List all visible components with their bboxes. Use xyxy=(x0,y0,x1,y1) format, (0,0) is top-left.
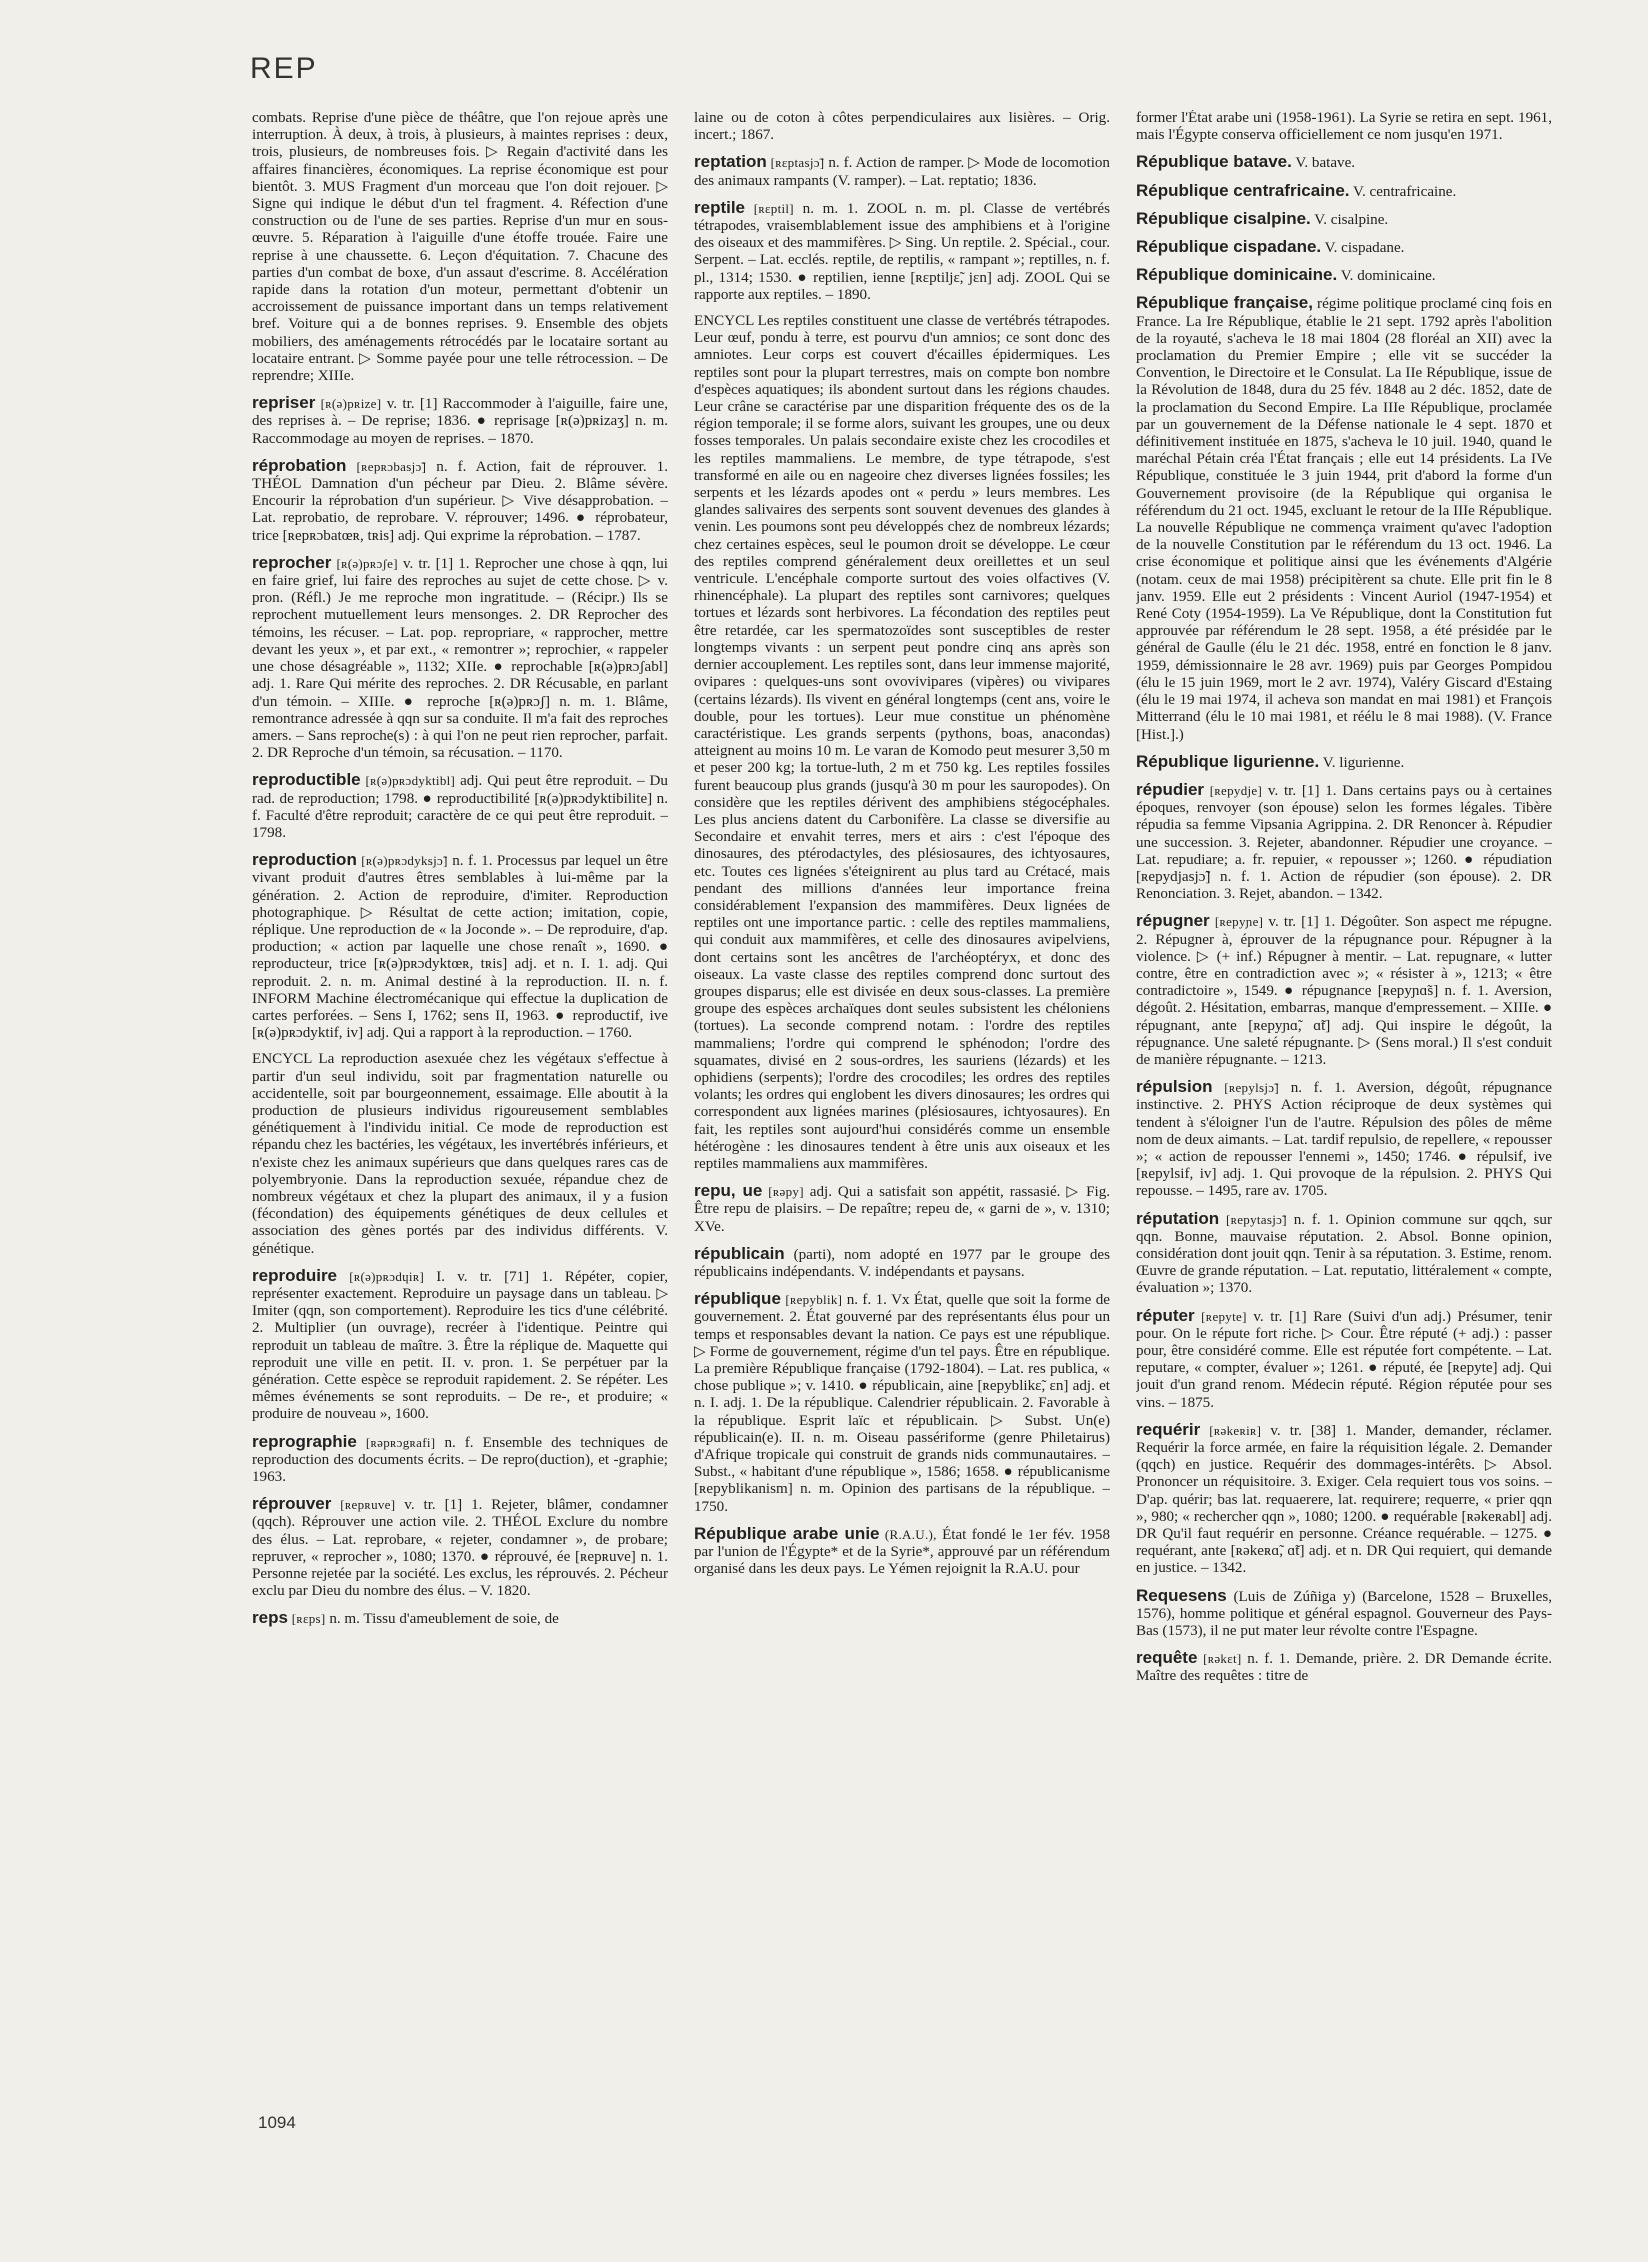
entry-definition: n. m. Tissu d'ameublement de soie, de xyxy=(329,1611,559,1628)
entry-headword: République cisalpine. xyxy=(1136,208,1311,228)
dictionary-entry xyxy=(1136,182,1552,201)
entry-headword: répulsion xyxy=(1136,1077,1213,1097)
entry-headword: Requesens xyxy=(1136,1585,1227,1605)
dictionary-entry xyxy=(1136,153,1552,172)
entry-pronunciation: [ʀəkeʀiʀ] xyxy=(1209,1422,1262,1438)
entry-headword: reptile xyxy=(694,197,746,217)
entry-pronunciation: [ʀepylsjɔ̃] xyxy=(1224,1080,1280,1096)
entry-pronunciation: [ʀ(ə)pʀɔʃe] xyxy=(336,555,398,571)
entry-continuation: laine ou de coton à côtes perpendiculaires aux lisières. – Orig. incert.; 1867. xyxy=(694,110,1110,144)
dictionary-entry xyxy=(1136,1307,1552,1412)
dictionary-entry xyxy=(694,313,1110,1173)
entry-definition: V. centrafricaine. xyxy=(1353,183,1457,200)
entry-definition: v. tr. [38] 1. Mander, demander, réclamer. Requérir la force armée, en faire la réquisition légale. 2. Demander (qqch) en justice. Requérir des dommages-intérêts. ▷ Absol. Prononcer un réquisitoire. 3. Exiger. Cela requiert tous vos soins. – D'ap. quérir; bas lat. requaerere, lat. requirere; requerre, « prier qqn », 980; « rechercher qqn », 1080; 1200. ● requérable [ʀəkeʀabl] adj. DR Qu'il faut requérir en personne. Créance requérable. – 1275. ● requérant, ante [ʀəkeʀɑ̃, ɑ̃t] adj. et n. DR Qui requiert, qui demande en justice. – 1342. xyxy=(1136,1422,1552,1577)
entry-headword: repriser xyxy=(252,393,316,413)
entry-headword: République française, xyxy=(1136,293,1313,313)
entry-definition: adj. Qui a satisfait son appétit, rassasié. ▷ Fig. Être repu de plaisirs. – De repaître; repeu de, « garni de », v. 1310; XVe. xyxy=(694,1184,1110,1235)
entry-definition: n. f. 1. Vx État, quelle que soit la forme de gouvernement. 2. État gouverné par des représentants élus pour un temps et responsables devant la nation. Ce pays est une république. ▷ Forme de gouvernement, régime d'un tel pays. Être en république. La première République française (1792-1804). – Lat. res publica, « chose publique »; v. 1410. ● républicain, aine [ʀepyblikɛ̃, ɛn] adj. et n. I. adj. 1. De la république. Calendrier républicain. 2. Favorable à la république. Esprit laïc et républicain. ▷ Subst. Un(e) républicain(e). II. n. m. Oiseau passériforme (genre Philetairus) d'Afrique tropicale qui construit de grands nids communautaires. – Subst., « habitant d'une république », 1586; 1658. ● républicanisme [ʀepyblikanism] n. m. Opinion des partisans de la république. – 1750. xyxy=(694,1292,1110,1515)
dictionary-entry xyxy=(1136,1210,1552,1298)
entry-definition: ENCYCL La reproduction asexuée chez les végétaux s'effectue à partir d'un seul individu, soit par fragmentation naturelle ou accidentelle, soit par bourgeonnement, essaimage. Elle aboutit à la production de plusieurs individus rigoureusement semblables génétiquement à l'individu initial. Ce mode de reproduction est répandu chez les bactéries, les végétaux, les invertébrés inférieurs, et n'existe chez les animaux supérieurs que dans quelques rares cas de polyembryonie. Dans la reproduction sexuée, répandue chez de nombreux végétaux et chez la plupart des animaux, il y a fusion (fécondation) des équipements génétiques de deux cellules et association des gènes portés par des individus différents. V. génétique. xyxy=(252,1051,668,1257)
entry-pronunciation: [ʀepyblik] xyxy=(785,1292,843,1308)
dictionary-entry xyxy=(1136,753,1552,772)
entry-headword: réputation xyxy=(1136,1208,1220,1228)
entry-headword: requérir xyxy=(1136,1419,1201,1439)
dictionary-columns xyxy=(252,110,1552,2100)
entry-headword: République ligurienne. xyxy=(1136,751,1320,771)
dictionary-entry xyxy=(1136,912,1552,1069)
entry-definition: n. f. 1. Aversion, dégoût, répugnance instinctive. 2. PHYS Action réciproque de deux systèmes qui tendent à s'éloigner l'un de l'autre. Répulsion des pôles de même nom de deux aimants. – Lat. tardif repulsio, de repellere, « repousser »; « action de repousser l'ennemi », 1450; 1746. ● répulsif, ive [ʀepylsif, iv] adj. 1. Qui provoque de la répulsion. 2. PHYS Qui repousse. – 1495, rare av. 1705. xyxy=(1136,1080,1552,1200)
dictionary-entry xyxy=(252,457,668,545)
column-middle xyxy=(694,110,1110,2100)
dictionary-entry xyxy=(1136,266,1552,285)
entry-definition: (Luis de Zúñiga y) (Barcelone, 1528 – Bruxelles, 1576), homme politique et général espagnol. Gouverneur des Pays-Bas (1573), il ne put mater leur révolte contre l'Espagne. xyxy=(1136,1588,1552,1640)
dictionary-entry xyxy=(252,1051,668,1257)
entry-definition: V. ligurienne. xyxy=(1322,754,1405,771)
entry-definition: v. tr. [1] Rare (Suivi d'un adj.) Présumer, tenir pour. On le répute fort riche. ▷ Cour. Être réputé (+ adj.) : passer pour, être considéré comme. Elle est réputée fort compétente. – Lat. reputare, « compter, évaluer »; 1261. ● réputé, ée [ʀepyte] adj. Qui jouit d'un grand renom. Médecin réputé. Région réputée pour ses vins. – 1875. xyxy=(1136,1308,1552,1411)
entry-continuation: former l'État arabe uni (1958-1961). La Syrie se retira en sept. 1961, mais l'Égypte conserva officiellement ce nom jusqu'en 1971. xyxy=(1136,110,1552,144)
entry-definition: État fondé le 1er fév. 1958 par l'union de l'Égypte* et de la Syrie*, approuvé par un référendum organisé dans les deux pays. Le Yémen rejoignit la R.A.U. pour xyxy=(694,1526,1110,1578)
dictionary-entry xyxy=(1136,1078,1552,1200)
entry-definition: v. tr. [1] 1. Reprocher une chose à qqn, lui en faire grief, lui faire des reproches au sujet de cette chose. ▷ v. pron. (Réfl.) Je me reproche mon ingratitude. – (Récipr.) Ils se reprochent mutuellement leurs mensonges. 2. DR Reprocher des témoins, les récuser. – Lat. pop. repropriare, « rapprocher, mettre devant les yeux », et par ext., « remontrer »; reprochier, « rappeler une chose désagréable », 1132; XIIe. ● reprochable [ʀ(ə)pʀɔʃabl] adj. 1. Rare Qui mérite des reproches. 2. DR Récusable, en parlant d'un témoin. – XIIIe. ● reproche [ʀ(ə)pʀɔʃ] n. m. 1. Blâme, remontrance adressée à qqn sur sa conduite. Il m'a fait des reproches amers. – Sans reproche(s) : à qui l'on ne peut rien reprocher, parfait. 2. DR Reproche d'un témoin, sa récusation. – 1170. xyxy=(252,555,668,762)
entry-headword: requête xyxy=(1136,1648,1198,1668)
entry-pronunciation: [ʀepyɲe] xyxy=(1214,914,1264,930)
entry-definition: V. batave. xyxy=(1295,155,1356,172)
entry-pronunciation: (R.A.U.), xyxy=(884,1526,937,1542)
entry-headword: reproduction xyxy=(252,850,357,870)
entry-headword: réprouver xyxy=(252,1494,332,1514)
entry-continuation: combats. Reprise d'une pièce de théâtre, que l'on rejoue après une interruption. À deux, à trois, à plusieurs, à maintes reprises : deux, trois, plusieurs, de nombreuses fois. ▷ Regain d'activité dans les affaires financières, économiques. La reprise économique est pour bientôt. 3. MUS Fragment d'un morceau que l'on doit rejouer. ▷ Signe qui indique le début d'un tel fragment. 4. Réfection d'une construction ou de l'une de ses parties. Reprise d'un mur en sous-œuvre. 5. Réparation à l'aiguille d'une étoffe trouée. Faire une reprise à une chaussette. 6. Leçon d'équitation. 7. Chacune des parties d'un combat de boxe, d'un assaut d'escrime. 8. Accélération rapide dans la rotation d'un moteur, permettant d'obtenir un accroissement de puissance important dans un temps relativement bref. Voiture qui a de bonnes reprises. 9. Ensemble des objets mobiliers, des aménagements rétrocédés par le locataire sortant au locataire entrant. ▷ Somme payée pour une telle rétrocession. – De reprendre; XIIIe. xyxy=(252,110,668,385)
entry-pronunciation: [ʀəpʀɔgʀafi] xyxy=(365,1434,436,1450)
entry-pronunciation: [ʀ(ə)pʀɔdɥiʀ] xyxy=(349,1268,425,1284)
entry-pronunciation: [ʀepʀɔbasjɔ̃] xyxy=(356,458,427,474)
running-head: REP xyxy=(250,52,318,85)
entry-pronunciation: [ʀepydje] xyxy=(1209,782,1263,798)
dictionary-entry xyxy=(694,1245,1110,1281)
entry-headword: République batave. xyxy=(1136,152,1292,172)
dictionary-entry xyxy=(694,1525,1110,1579)
entry-definition: v. tr. [1] 1. Rejeter, blâmer, condamner (qqch). Réprouver une action vile. 2. THÉOL Exclure du nombre des élus. – Lat. reprobare, « rejeter, condamner », de probare; repruver, « reprocher », 1080; 1370. ● réprouvé, ée [ʀepʀuve] n. 1. Personne rejetée par la société. Les exclus, les réprouvés. 2. Pécheur exclu par Dieu du nombre des élus. – V. 1820. xyxy=(252,1497,668,1600)
entry-definition: V. cisalpine. xyxy=(1314,211,1389,228)
dictionary-entry xyxy=(694,1182,1110,1236)
entry-pronunciation: [ʀepyte] xyxy=(1201,1308,1247,1324)
dictionary-entry xyxy=(1136,1587,1552,1641)
entry-headword: République centrafricaine. xyxy=(1136,180,1350,200)
dictionary-entry xyxy=(252,1609,668,1628)
entry-definition: n. f. Ensemble des techniques de reproduction des documents écrits. – De repro(duction), et -graphie; 1963. xyxy=(252,1434,668,1486)
entry-headword: reprocher xyxy=(252,552,332,572)
entry-headword: reptation xyxy=(694,152,767,172)
entry-pronunciation: [ʀɛptasjɔ̃] xyxy=(770,155,825,171)
entry-definition: v. tr. [1] 1. Dégoûter. Son aspect me répugne. 2. Répugner à, éprouver de la répugnance pour. Répugner à la violence. ▷ (+ inf.) Répugner à mentir. – Lat. repugnare, « lutter contre, être en contradiction avec »; « résister à », 1213; « être contradictoire », 1549. ● répugnance [ʀepyɲɑ̃s] n. f. 1. Aversion, dégoût. 2. Hésitation, embarras, manque d'empressement. – XIIIe. ● répugnant, ante [ʀepyɲɑ̃, ɑ̃t] adj. Qui inspire le dégoût, la répugnance. Une saleté répugnante. ▷ (Sens moral.) Il s'est conduit de manière répugnante. – 1213. xyxy=(1136,914,1552,1068)
entry-headword: reprographie xyxy=(252,1431,357,1451)
dictionary-entry xyxy=(1136,238,1552,257)
dictionary-entry xyxy=(252,554,668,762)
entry-definition: adj. Qui peut être reproduit. – Du rad. de reproduction; 1798. ● reproductibilité [ʀ(ə)pʀɔdyktibilite] n. f. Faculté d'être reproduit; caractère de ce qui peut être reproduit. – 1798. xyxy=(252,773,668,841)
entry-headword: réputer xyxy=(1136,1305,1195,1325)
dictionary-entry xyxy=(1136,1649,1552,1685)
dictionary-entry xyxy=(694,1290,1110,1516)
entry-definition: V. dominicaine. xyxy=(1340,268,1436,285)
column-right xyxy=(1136,110,1552,2100)
dictionary-entry xyxy=(694,153,1110,189)
entry-pronunciation: [ʀ(ə)pʀɔdyktibl] xyxy=(365,773,456,789)
entry-headword: reproduire xyxy=(252,1265,338,1285)
entry-pronunciation: [ʀ(ə)pʀize] xyxy=(320,396,382,412)
column-left xyxy=(252,110,668,2100)
entry-pronunciation: [ʀɛps] xyxy=(291,1611,326,1627)
entry-definition: v. tr. [1] 1. Dans certains pays ou à certaines époques, renvoyer (son épouse) selon les formes légales. Tibère répudia sa femme Vipsania Agrippina. 2. DR Renoncer à. Répudier une succession. 3. Rejeter, abandonner. Répudier une croyance. – Lat. repudiare; a. fr. repuier, « repousser »; 1260. ● répudiation [ʀepydjasjɔ̃] n. f. 1. Action de répudier (son épouse). 2. DR Renonciation. 3. Rejet, abandon. – 1342. xyxy=(1136,782,1552,903)
entry-headword: réprobation xyxy=(252,455,347,475)
entry-pronunciation: [ʀəkɛt] xyxy=(1203,1651,1242,1667)
entry-pronunciation: [ʀɛptil] xyxy=(753,200,794,216)
dictionary-entry xyxy=(1136,210,1552,229)
dictionary-entry xyxy=(252,394,668,448)
entry-headword: repu, ue xyxy=(694,1181,763,1201)
entry-headword: République cispadane. xyxy=(1136,237,1322,257)
dictionary-entry xyxy=(1136,781,1552,903)
entry-headword: République arabe unie xyxy=(694,1523,880,1543)
dictionary-entry xyxy=(694,199,1110,304)
entry-headword: reproductible xyxy=(252,770,361,790)
entry-definition: n. f. Action, fait de réprouver. 1. THÉOL Damnation d'un pécheur par Dieu. 2. Blâme sévère. Encourir la réprobation d'un supérieur. ▷ Vive désapprobation. – Lat. reprobatio, de reprobare. V. réprouver; 1496. ● réprobateur, trice [ʀepʀɔbatœʀ, tʀis] adj. Qui exprime la réprobation. – 1787. xyxy=(252,458,668,544)
entry-definition: n. f. 1. Processus par lequel un être vivant produit d'autres êtres semblables à lui-même par la génération. 2. Action de reproduire, d'imiter. Reproduction photographique. ▷ Résultat de cette action; imitation, copie, réplique. Une reproduction de « la Joconde ». – De reproduire, d'ap. production; « action par laquelle une chose renaît », 1690. ● reproducteur, trice [ʀ(ə)pʀɔdyktœʀ, tʀis] adj. et n. I. 1. adj. Qui reproduit. 2. n. m. Animal destiné à la reproduction. II. n. f. INFORM Machine électromécanique qui effectue la duplication de cartes perforées. – Sens I, 1762; sens II, 1963. ● reproductif, ive [ʀ(ə)pʀɔdyktif, iv] adj. Qui a rapport à la reproduction. – 1760. xyxy=(252,853,668,1042)
entry-definition: I. v. tr. [71] 1. Répéter, copier, représenter exactement. Reproduire un paysage dans un tableau. ▷ Imiter (qqn, son comportement). Reproduire les tics d'une célébrité. 2. Multiplier (un ouvrage), recréer à l'identique. Peintre qui reproduit un tableau de maître. 3. Être la réplique de. Maquette qui reproduit une ville en petit. II. v. pron. 1. Se perpétuer par la génération. Cette espèce se reproduit rapidement. 2. Se répéter. Les mêmes événements se sont reproduits. – De re-, et produire; « produire de nouveau », 1600. xyxy=(252,1268,668,1423)
dictionary-entry xyxy=(1136,1421,1552,1578)
entry-definition: (parti), nom adopté en 1977 par le groupe des républicains indépendants. V. indépendants et paysans. xyxy=(694,1246,1110,1280)
entry-definition: ENCYCL Les reptiles constituent une classe de vertébrés tétrapodes. Leur œuf, pondu à terre, est pourvu d'un amnios; ce sont donc des amniotes. Leur corps est couvert d'écailles épidermiques. Les reptiles sont pour la plupart terrestres, mais on compte bon nombre d'espèces aquatiques; ils abondent surtout dans les régions chaudes. Leur crâne se caractérise par une disparition fréquente des os de la région temporale; il se forme alors, suivant les groupes, une ou deux fosses temporales. Un palais secondaire existe chez les crocodiles et les reptiles mammaliens. Le membre, de type tétrapode, s'est transformé en aile ou en nageoire chez diverses lignées fossiles; les serpents et les lézards apodes ont « perdu » leurs membres. Les glandes salivaires des serpents sont souvent devenues des glandes à venin. Les poumons sont peu développés chez de nombreux lézards; chez certaines espèces, seul le poumon droit se développe. Le cœur des reptiles comprend généralement deux oreillettes et un seul ventricule. L'encéphale comporte surtout des voies olfactives (V. rhinencéphale). La plupart des reptiles sont carnivores; quelques tortues et lézards sont herbivores. La fécondation des reptiles peut être retardée, car les spermatozoïdes sont susceptibles de rester longtemps vivants : un serpent peut pondre cinq ans après son dernier accouplement. Les reptiles sont, dans leur immense majorité, ovipares : quelques-uns sont ovovivipares (vipères) ou vivipares (certains lézards). Ils vivent en général longtemps (cent ans, voire le double, pour les tortues). Leur mue constitue un phénomène caractéristique. Les grands serpents (pythons, boas, anacondas) atteignent au moins 10 m. Le varan de Komodo peut mesurer 3,50 m et peser 200 kg; la tortue-luth, 2 m et 750 kg. Les reptiles fossiles furent beaucoup plus grands (jusqu'à 30 m pour les sauropodes). On considère que les reptiles dérivent des amphibiens stégocéphales. Les plus anciens datent du Carbonifère. La classe se diversifie au Secondaire et envahit terres, mers et airs : c'est l'époque des dinosaures, des ptérodactyles, des plésiosaures, des ichtyosaures, etc. Toutes ces lignées s'éteignirent au plus tard au Crétacé, mais pendant des millions d'années leur importance freina considérablement l'expansion des mammifères. Deux lignées de reptiles ont une importance partic. : celle des reptiles mammaliens, qui conduit aux mammifères, et celle des dinosaures avipelviens, dont certains sont les ancêtres de l'archéoptéryx, et donc des oiseaux. La vaste classe des reptiles comprend donc surtout des groupes disparus; elle est divisée en deux sous-classes. La première groupe des espèces archaïques dont seules subsistent les chéloniens (tortues). La seconde comprend notam. : l'ordre des reptiles mammaliens; l'ordre qui comprend le sphénodon; l'ordre des squamates, divisé en 2 sous-ordres, les sauriens (lézards) et les ophidiens (serpents); l'ordre des crocodiles; les ordres des reptiles volants; les ordres qui englobent les divers dinosaures; les ordres qui correspondent aux lignées marines (plésiosaures, ichtyosaures). En fait, les reptiles sont aujourd'hui considérés comme un ensemble hétérogène : les dinosaures tendent à être unis aux oiseaux et les reptiles mammaliens aux mammifères. xyxy=(694,313,1110,1172)
entry-headword: reps xyxy=(252,1608,288,1628)
page-number: 1094 xyxy=(258,2113,296,2132)
entry-headword: république xyxy=(694,1289,781,1309)
dictionary-entry xyxy=(252,1433,668,1487)
dictionary-entry xyxy=(252,1267,668,1424)
entry-definition: n. m. 1. ZOOL n. m. pl. Classe de vertébrés tétrapodes, vraisemblablement issue des amphibiens et à l'origine des oiseaux et des mammifères. ▷ Sing. Un reptile. 2. Spécial., cour. Serpent. – Lat. ecclés. reptile, de reptilis, « rampant »; reptilles, n. f. pl., 1314; 1530. ● reptilien, ienne [ʀɛptiljɛ̃, jɛn] adj. ZOOL Qui se rapporte aux reptiles. – 1890. xyxy=(694,200,1110,303)
entry-pronunciation: [ʀəpy] xyxy=(768,1184,804,1200)
entry-headword: répudier xyxy=(1136,779,1205,799)
entry-pronunciation: [ʀ(ə)pʀɔdyksjɔ̃] xyxy=(361,853,448,869)
entry-headword: républicain xyxy=(694,1243,785,1263)
dictionary-entry xyxy=(1136,294,1552,743)
entry-pronunciation: [ʀepʀuve] xyxy=(340,1497,396,1513)
entry-headword: répugner xyxy=(1136,911,1210,931)
dictionary-entry xyxy=(252,1495,668,1600)
dictionary-entry xyxy=(252,771,668,842)
entry-definition: v. tr. [1] Raccommoder à l'aiguille, faire une, des reprises à. – De reprise; 1836. ● reprisage [ʀ(ə)pʀizaʒ] n. m. Raccommodage au moyen de reprises. – 1870. xyxy=(252,396,668,447)
entry-definition: régime politique proclamé cinq fois en France. La Ire République, établie le 21 sept. 1792 après l'abolition de la royauté, s'acheva le 18 mai 1804 (28 floréal an XII) avec la proclamation du Premier Empire ; elle vit se succéder la Convention, le Directoire et le Consulat. La IIe République, issue de la Révolution de 1848, dura du 25 fév. 1848 au 2 déc. 1852, date de la proclamation du Second Empire. La IIIe République, proclamée par un gouvernement de la Défense nationale le 4 sept. 1870 et définitivement instituée en 1875, s'acheva le 10 juil. 1940, quand le maréchal Pétain créa l'État français ; elle eut 14 présidents. La IVe République, constituée le 3 juin 1944, prit d'abord la forme d'un Gouvernement provisoire (de la République qui organisa le référendum du 21 oct. 1945, excluant le retour de la IIIe République. La nouvelle République ne commença vraiment qu'avec l'adoption de la nouvelle Constitution par le référendum du 13 oct. 1946. La crise économique et politique ainsi que les événements d'Algérie (notam. ceux de mai 1958) précipitèrent sa chute. Elle prit fin le 8 janv. 1959. Elle eut 2 présidents : Vincent Auriol (1947-1954) et René Coty (1954-1959). La Ve République, dont la Constitution fut approuvée par référendum le 28 sept. 1958, a été présidée par le général de Gaulle (élu le 21 déc. 1958, entré en fonction le 8 janv. 1959, démissionnaire le 28 avr. 1969) puis par Georges Pompidou (élu le 15 juin 1969, mort le 2 avr. 1974), Valéry Giscard d'Estaing (élu le 19 mai 1974, il acheva son mandat en mai 1981) et François Mitterrand (élu le 10 mai 1981, et réélu le 8 mai 1988). (V. France [Hist.].) xyxy=(1136,296,1552,743)
entry-definition: n. f. Action de ramper. ▷ Mode de locomotion des animaux rampants (V. ramper). – Lat. reptatio; 1836. xyxy=(694,155,1110,189)
dictionary-entry xyxy=(252,851,668,1042)
entry-definition: V. cispadane. xyxy=(1324,240,1405,257)
entry-pronunciation: [ʀepytasjɔ̃] xyxy=(1225,1211,1287,1227)
entry-definition: n. f. 1. Demande, prière. 2. DR Demande écrite. Maître des requêtes : titre de xyxy=(1136,1651,1552,1685)
entry-definition: n. f. 1. Opinion commune sur qqch, sur qqn. Bonne, mauvaise réputation. 2. Absol. Bonne opinion, considération dont jouit qqn. Tenir à sa réputation. 3. Estime, renom. Œuvre de grande réputation. – Lat. reputatio, littéralement « compte, évaluation »; 1370. xyxy=(1136,1211,1552,1297)
entry-headword: République dominicaine. xyxy=(1136,265,1338,285)
